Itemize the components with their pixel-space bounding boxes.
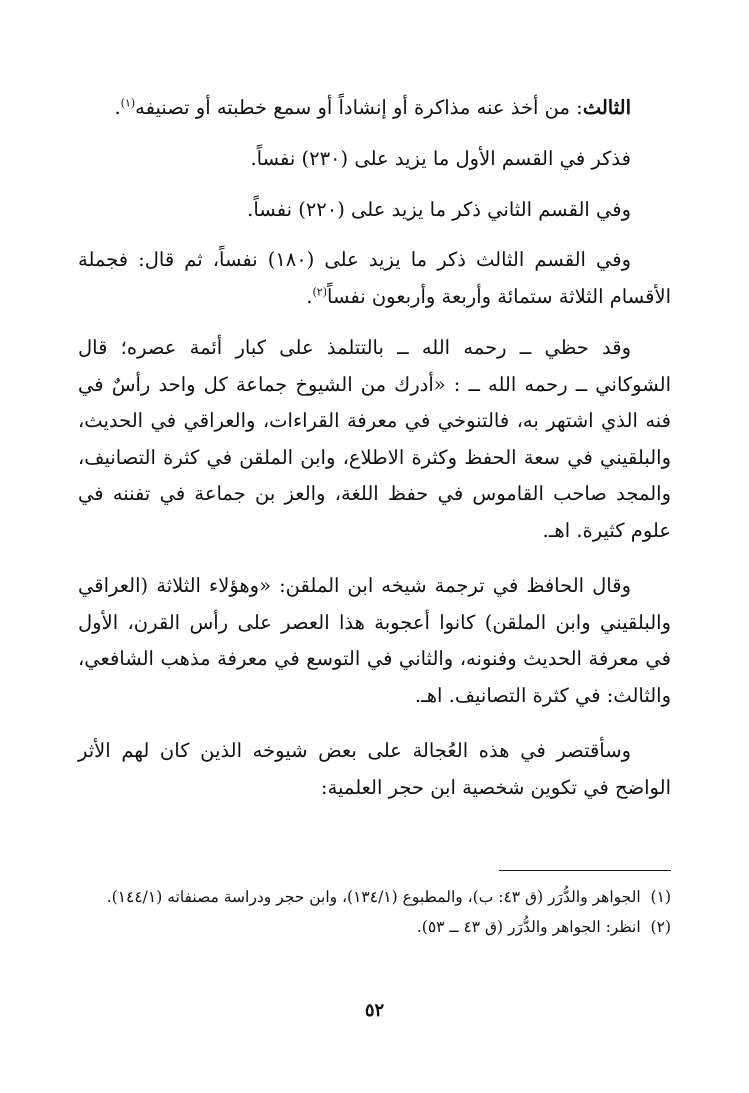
paragraph-5: وقد حظي ــ رحمه الله ــ بالتتلمذ على كبار أئمة عصره؛ قال الشوكاني ــ رحمه الله ــ : «أدرك من الشيوخ جماعة كل واحد رأسٌ في فنه الذي اشتهر به، فالتنوخي في معرفة القراءات، والعراقي في الحديث، والبلقيني في سعة الحفظ وكثرة الاطلاع، وابن الملقن في كثرة التصانيف، والمجد صاحب القاموس في حفظ اللغة، والعز بن جماعة في تفننه في علوم كثيرة. اهـ. [78,336,671,542]
page-number: ٥٢ [364,1000,385,1021]
footnote-ref-2: (٢) [312,285,327,298]
footnotes [78,882,671,942]
footnote-2: (٢) انظر: الجواهر والدُّرَر (ق ٤٣ ــ ٥٣). [416,918,671,936]
paragraph-7: وسأقتصر في هذه العُجالة على بعض شيوخه الذين كان لهم الأثر الواضح في تكوين شخصية ابن حجر العلمية: [78,739,671,799]
paragraph-1: الثالث: من أخذ عنه مذاكرة أو إنشاداً أو سمع خطبته أو تصنيفه$^{(١)}$. [114,96,631,119]
footnote-1: (١) الجواهر والدُّرَر (ق ٤٣: ب)، والمطبوع (١٣٤/١)، وابن حجر ودراسة مصنفاته (١٤٤/١). [106,888,671,906]
footnote-ref-1: (١) [120,96,136,110]
paragraph-4: وفي القسم الثالث ذكر ما يزيد على (١٨٠) نفساً، ثم قال: فجملة الأقسام الثلاثة ستمائة وأربعة وأربعون نفساً$^{(٢)}$. [78,248,671,308]
footnote-divider [499,870,671,871]
footnote-number: (٢) [650,918,671,936]
footnote-number: (١) [650,888,671,906]
paragraph-lead: الثالث [582,96,631,119]
paragraph-3: وفي القسم الثاني ذكر ما يزيد على (٢٢٠) نفساً. [247,198,631,221]
paragraph-2: فذكر في القسم الأول ما يزيد على (٢٣٠) نفساً. [250,147,631,170]
paragraph-6: وقال الحافظ في ترجمة شيخه ابن الملقن: «وهؤلاء الثلاثة (العراقي والبلقيني وابن الملقن) كانوا أعجوبة هذا العصر على رأس القرن، الأول في معرفة الحديث وفنونه، والثاني في التوسع في معرفة مذهب الشافعي، والثالث: في كثرة التصانيف. اهـ. [78,574,671,707]
